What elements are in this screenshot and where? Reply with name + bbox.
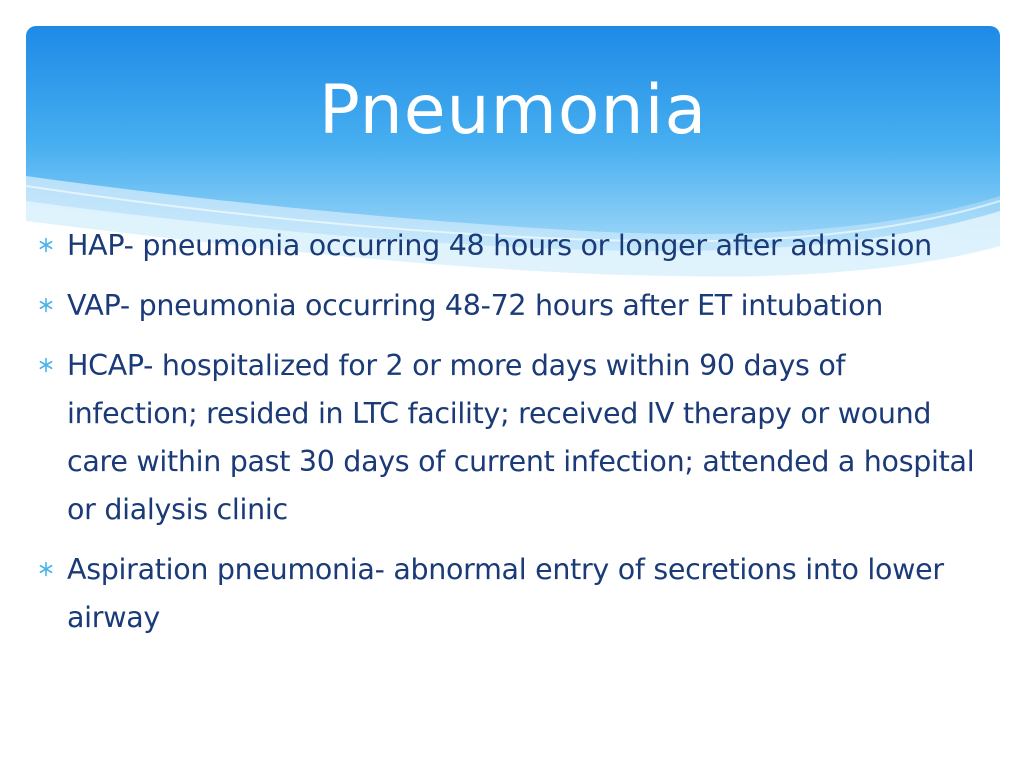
bullet-item-vap <box>38 282 978 330</box>
asterisk-icon <box>38 357 54 373</box>
bullet-item-hcap <box>38 342 978 534</box>
bullet-item-aspiration <box>38 546 978 642</box>
bullet-list <box>38 222 978 654</box>
slide-title: Pneumonia <box>318 71 708 150</box>
bullet-text: HCAP- hospitalized for 2 or more days within 90 days of infection; resided in LTC facility; received IV therapy or wound care within past 30 days of current infection; attended a hospital or dialysis clinic <box>67 349 975 526</box>
asterisk-icon <box>38 561 54 577</box>
asterisk-icon <box>38 237 54 253</box>
bullet-text: HAP- pneumonia occurring 48 hours or longer after admission <box>67 229 932 262</box>
bullet-item-hap <box>38 222 978 270</box>
asterisk-icon <box>38 297 54 313</box>
bullet-text: VAP- pneumonia occurring 48-72 hours after ET intubation <box>67 289 884 322</box>
bullet-text: Aspiration pneumonia- abnormal entry of secretions into lower airway <box>67 553 944 634</box>
